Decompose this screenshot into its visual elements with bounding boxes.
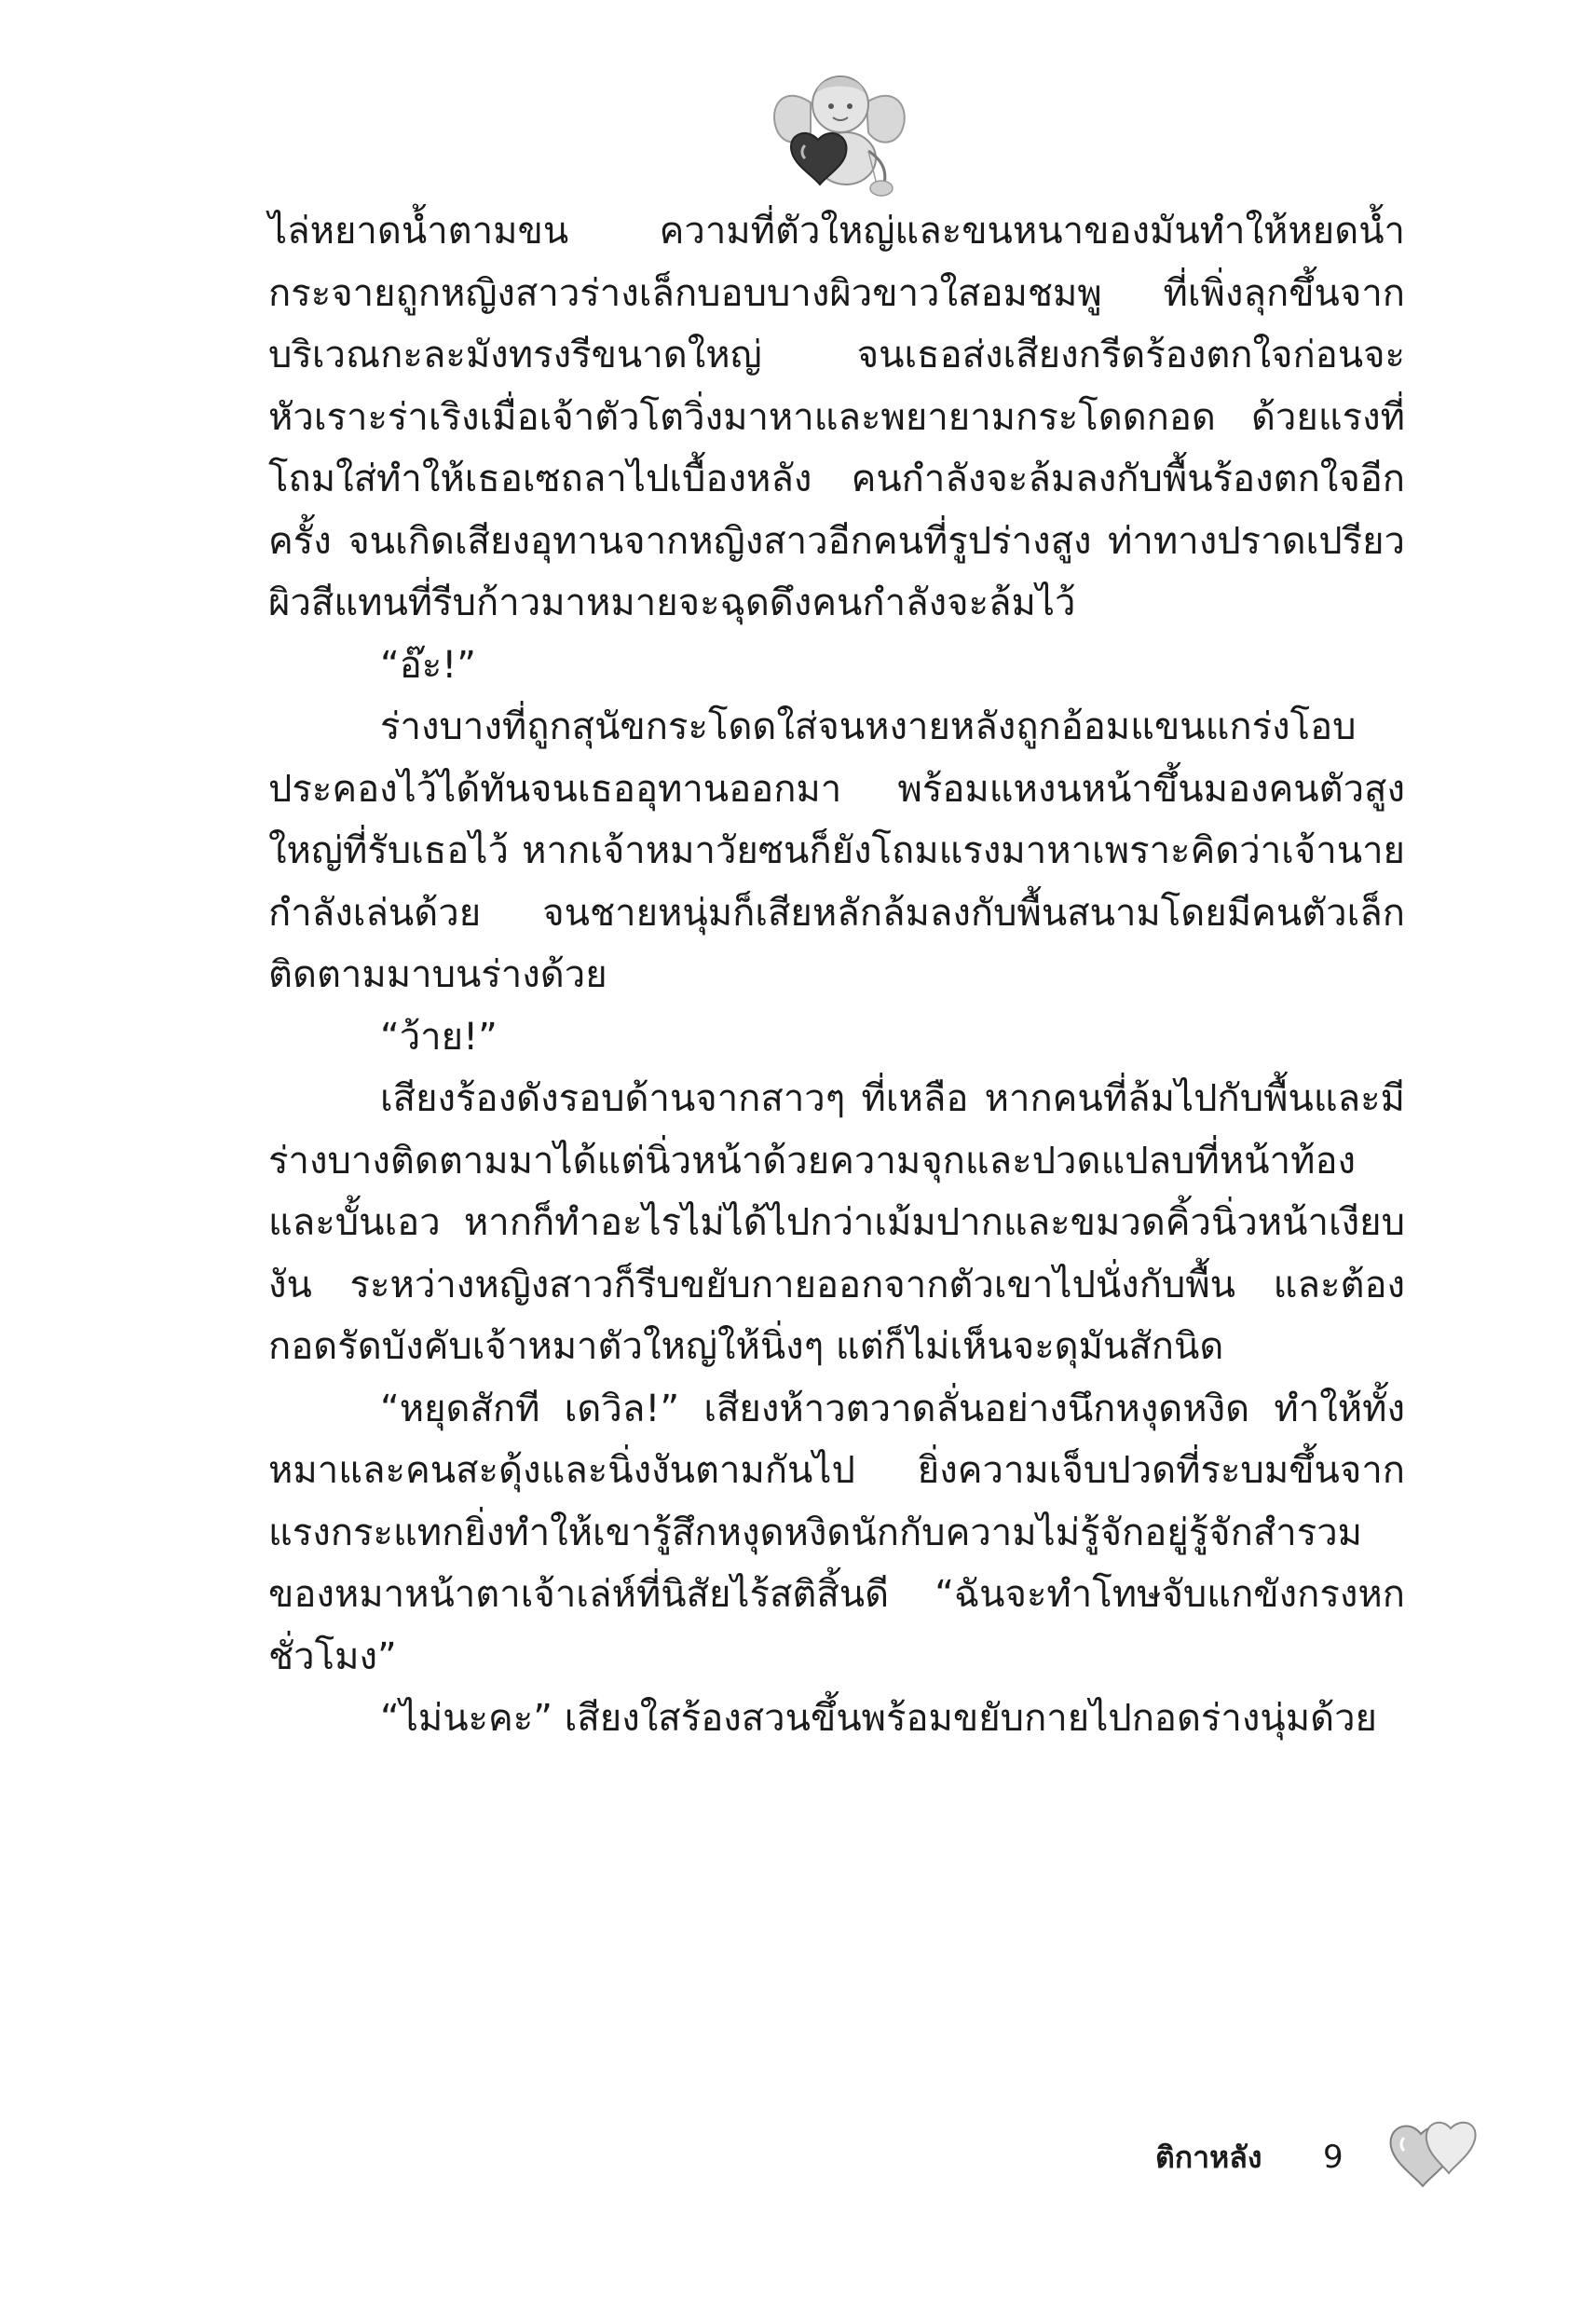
paragraph: “หยุดสักที เดวิล!” เสียงห้าวตวาดลั่นอย่างนึกหงุดหงิด ทำให้ทั้งหมาและคนสะดุ้งและนิ่งงันตามกันไป ยิ่งความเจ็บปวดที่ระบมขึ้นจากแรงกระแทกยิ่งทำให้เขารู้สึกหงุดหงิดนักกับความไม่รู้จักอยู่รู้จักสำรวมของหมาหน้าตาเจ้าเล่ห์ที่นิสัยไร้สติสิ้นดี “ฉันจะทำโทษจับแกขังกรงหกชั่วโมง”	[268, 1387, 1405, 1678]
paragraph-dialogue: “ว้าย!”	[380, 1015, 498, 1059]
running-footer-title: ติกาหลัง	[1155, 2140, 1262, 2175]
page-number: 9	[1323, 2139, 1344, 2176]
cherub-heart-icon	[764, 65, 913, 205]
hearts-icon	[1384, 2115, 1486, 2190]
paragraph-dialogue: “อ๊ะ!”	[380, 643, 476, 687]
body-text	[268, 200, 1405, 1750]
paragraph: ร่างบางที่ถูกสุนัขกระโดดใส่จนหงายหลังถูกอ้อมแขนแกร่งโอบประคองไว้ได้ทันจนเธออุทานออกมา พร้อมแหงนหน้าขึ้นมองคนตัวสูงใหญ่ที่รับเธอไว้ หากเจ้าหมาวัยซนก็ยังโถมแรงมาหาเพราะคิดว่าเจ้านายกำลังเล่นด้วย จนชายหนุ่มก็เสียหลักล้มลงกับพื้นสนามโดยมีคนตัวเล็กติดตามมาบนร่างด้วย	[268, 705, 1405, 996]
paragraph: เสียงร้องดังรอบด้านจากสาวๆ ที่เหลือ หากคนที่ล้มไปกับพื้นและมีร่างบางติดตามมาได้แต่นิ่วหน้าด้วยความจุกและปวดแปลบที่หน้าท้องและบั้นเอว หากก็ทำอะไรไม่ได้ไปกว่าเม้มปากและขมวดคิ้วนิ่วหน้าเงียบงัน ระหว่างหญิงสาวก็รีบขยับกายออกจากตัวเขาไปนั่งกับพื้น และต้องกอดรัดบังคับเจ้าหมาตัวใหญ่ให้นิ่งๆ แต่ก็ไม่เห็นจะดุมันสักนิด	[268, 1077, 1405, 1368]
paragraph: ไล่หยาดน้ำตามขน ความที่ตัวใหญ่และขนหนาของมันทำให้หยดน้ำกระจายถูกหญิงสาวร่างเล็กบอบบางผิวขาวใสอมชมพู ที่เพิ่งลุกขึ้นจากบริเวณกะละมังทรงรีขนาดใหญ่ จนเธอส่งเสียงกรีดร้องตกใจก่อนจะหัวเราะร่าเริงเมื่อเจ้าตัวโตวิ่งมาหาและพยายามกระโดดกอด ด้วยแรงที่โถมใส่ทำให้เธอเซถลาไปเบื้องหลัง คนกำลังจะล้มลงกับพื้นร้องตกใจอีกครั้ง จนเกิดเสียงอุทานจากหญิงสาวอีกคนที่รูปร่างสูง ท่าทางปราดเปรียวผิวสีแทนที่รีบก้าวมาหมายจะฉุดดึงคนกำลังจะล้มไว้	[268, 210, 1405, 624]
paragraph: “ไม่นะคะ” เสียงใสร้องสวนขึ้นพร้อมขยับกายไปกอดร่างนุ่มด้วย	[380, 1697, 1377, 1740]
